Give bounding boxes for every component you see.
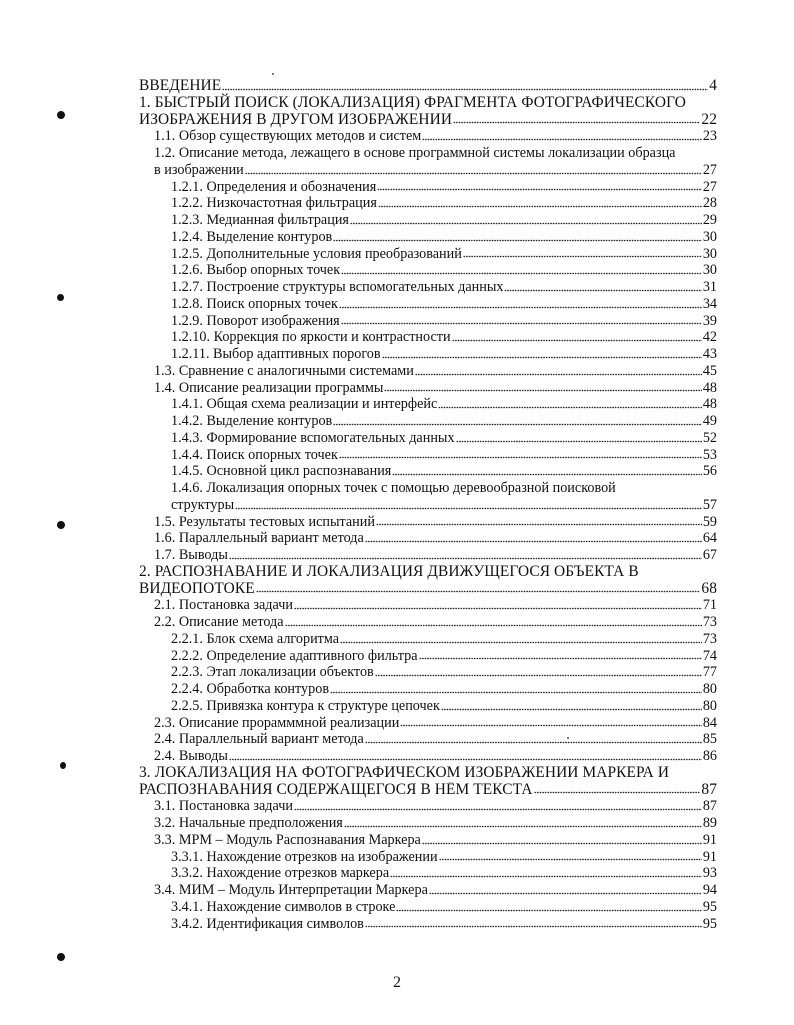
toc-entry-page: 45 [702, 362, 717, 379]
dot-leader [245, 172, 702, 175]
dot-leader [365, 925, 702, 928]
toc-entry [139, 313, 717, 330]
toc-entry-page: 73 [702, 630, 717, 647]
toc-entry-line [171, 698, 717, 715]
toc-entry-line [171, 346, 717, 363]
toc-entry-line [171, 849, 717, 866]
dot-leader [438, 406, 702, 409]
toc-entry-line [171, 631, 717, 648]
toc-entry-line [154, 597, 717, 614]
toc-entry [139, 664, 717, 681]
toc-entry-title-first-line: 1. БЫСТРЫЙ ПОИСК (ЛОКАЛИЗАЦИЯ) ФРАГМЕНТА ФОТОГРАФИЧЕСКОГО [139, 93, 686, 111]
toc-entry-page: 48 [702, 396, 717, 413]
dot-leader [396, 909, 701, 912]
toc-entry-title: 1.2.1. Определения и обозначения [171, 178, 377, 195]
toc-entry-title-first-line: 1.4.6. Локализация опорных точек с помощью деревообразной поисковой [171, 480, 616, 496]
toc-entry-line [171, 246, 717, 263]
toc-entry [139, 329, 717, 346]
toc-entry [139, 430, 717, 447]
binding-hole-mark [57, 294, 64, 301]
toc-entry-title: 2.3. Описание прорамммной реализации [154, 714, 400, 731]
dot-leader [294, 607, 702, 610]
toc-entry-line [154, 798, 717, 815]
toc-entry-line [154, 363, 717, 380]
toc-entry-line [139, 782, 717, 799]
dot-leader [456, 440, 702, 443]
toc-entry-page: 27 [702, 161, 717, 178]
toc-entry [139, 631, 717, 648]
dot-leader [439, 858, 702, 861]
dot-leader [382, 356, 702, 359]
toc-entry [139, 865, 717, 882]
toc-entry-page: 73 [702, 614, 717, 630]
dot-leader [422, 138, 702, 141]
toc-entry-title: 1.1. Обзор существующих методов и систем [154, 128, 422, 145]
toc-entry-line [154, 380, 717, 397]
dot-leader [229, 758, 702, 761]
toc-entry-title: 1.2.10. Коррекция по яркости и контрастности [171, 329, 451, 346]
dot-leader [229, 557, 702, 560]
toc-entry-page: 42 [702, 329, 717, 346]
toc-entry-page: 87 [702, 798, 717, 815]
dot-leader [285, 624, 702, 627]
toc-entry-title: 1.2.4. Выделение контуров [171, 228, 333, 245]
toc-entry-line [154, 832, 717, 849]
toc-entry-line [154, 731, 717, 748]
toc-entry-title: 1.2.5. Дополнительные условия преобразований [171, 245, 462, 262]
dot-leader [384, 389, 701, 392]
dot-leader [429, 892, 702, 895]
toc-entry-page: 80 [702, 697, 717, 714]
toc-entry-title: 1.2.9. Поворот изображения [171, 312, 340, 329]
toc-entry-line [154, 514, 717, 531]
toc-entry [139, 748, 717, 765]
toc-entry [139, 765, 717, 799]
dot-leader [256, 590, 701, 593]
dot-leader [339, 456, 702, 459]
toc-entry-line [171, 396, 717, 413]
toc-entry [139, 480, 717, 514]
toc-entry-line [171, 313, 717, 330]
toc-entry [139, 681, 717, 698]
toc-entry [139, 363, 717, 380]
toc-entry-page: 48 [702, 379, 717, 396]
toc-entry [139, 279, 717, 296]
toc-entry-title: 1.4.1. Общая схема реализации и интерфейс [171, 396, 438, 413]
toc-entry [139, 832, 717, 849]
toc-entry-line [154, 128, 717, 145]
dot-leader [419, 657, 702, 660]
dot-leader [453, 121, 700, 124]
toc-entry-page: 95 [702, 898, 717, 915]
toc-entry-line [171, 463, 717, 480]
toc-entry-page: 30 [702, 262, 717, 279]
toc-entry-title: 2.2.2. Определение адаптивного фильтра [171, 647, 418, 664]
toc-entry-page: 74 [702, 647, 717, 664]
dot-leader [376, 523, 702, 526]
toc-entry-line [171, 413, 717, 430]
toc-entry-page: 29 [702, 212, 717, 228]
toc-entry [139, 463, 717, 480]
toc-entry-title: ВИДЕОПОТОКЕ [139, 580, 255, 597]
toc-entry-page: 39 [702, 312, 717, 329]
toc-entry-line [171, 195, 717, 212]
toc-entry-page: 89 [702, 815, 717, 831]
binding-hole-mark [57, 111, 65, 119]
toc-entry [139, 849, 717, 866]
toc-entry-line [154, 715, 717, 732]
toc-entry-title: 1.2.7. Построение структуры вспомогательных данных [171, 279, 504, 295]
scan-speck [441, 524, 442, 525]
toc-entry-page: 23 [702, 128, 717, 145]
dot-leader [339, 306, 702, 309]
toc-entry-title: 2.2.4. Обработка контуров [171, 681, 330, 697]
toc-entry-title: 2.4. Параллельный вариант метода [154, 731, 364, 748]
toc-entry [139, 547, 717, 564]
toc-entry-page: 86 [702, 748, 717, 764]
toc-entry-title: 1.7. Выводы [154, 547, 228, 563]
dot-leader [422, 842, 702, 845]
toc-entry-page: 4 [709, 77, 717, 94]
toc-entry-title: 2.2.1. Блок схема алгоритма [171, 630, 340, 647]
dot-leader [235, 507, 702, 510]
toc-entry [139, 296, 717, 313]
toc-entry-title: 1.3. Сравнение с аналогичными системами [154, 362, 414, 379]
toc-entry-page: 91 [702, 848, 717, 865]
toc-entry [139, 212, 717, 229]
toc-entry-title-first-line: 1.2. Описание метода, лежащего в основе программной системы локализации образца [154, 145, 676, 161]
dot-leader [340, 641, 702, 644]
toc-entry-line [154, 748, 717, 765]
toc-entry-line [171, 664, 717, 681]
toc-entry-line [171, 916, 717, 933]
toc-entry-page: 95 [702, 915, 717, 932]
toc-entry-title: 1.2.6. Выбор опорных точек [171, 262, 341, 279]
dot-leader [400, 724, 701, 727]
toc-entry-page: 64 [702, 530, 717, 547]
toc-entry-page: 30 [702, 228, 717, 245]
dot-leader [452, 339, 702, 342]
toc-entry [139, 78, 717, 95]
binding-hole-mark [57, 953, 65, 961]
toc-entry [139, 648, 717, 665]
toc-entry [139, 597, 717, 614]
toc-entry-page: 43 [702, 346, 717, 362]
binding-hole-mark [60, 762, 66, 769]
toc-entry-title: 1.2.2. Низкочастотная фильтрация [171, 195, 377, 212]
toc-entry-line [171, 865, 717, 882]
toc-entry-title-first-line: 3. ЛОКАЛИЗАЦИЯ НА ФОТОГРАФИЧЕСКОМ ИЗОБРАЖЕНИИ МАРКЕРА И [139, 763, 670, 781]
dot-leader [441, 708, 702, 711]
toc-entry-page: 94 [702, 882, 717, 898]
toc-entry-line [171, 229, 717, 246]
toc-entry [139, 179, 717, 196]
dot-leader [377, 188, 702, 191]
dot-leader [294, 808, 702, 811]
dot-leader [341, 322, 702, 325]
toc-entry [139, 413, 717, 430]
toc-entry [139, 798, 717, 815]
toc-entry [139, 195, 717, 212]
toc-entry-title: 3.2. Начальные предположения [154, 815, 343, 831]
dot-leader [390, 875, 702, 878]
toc-entry-page: 57 [702, 496, 717, 513]
dot-leader [344, 825, 702, 828]
toc-entry [139, 396, 717, 413]
toc-entry-title: 1.2.3. Медианная фильтрация [171, 212, 349, 228]
toc-entry-title: 1.4.2. Выделение контуров [171, 413, 333, 429]
dot-leader [534, 791, 701, 794]
binding-hole-mark [57, 521, 65, 529]
dot-leader [463, 255, 702, 258]
toc-entry [139, 128, 717, 145]
table-of-contents [139, 78, 717, 932]
toc-entry-line [171, 648, 717, 665]
toc-entry-page: 68 [701, 579, 717, 597]
toc-entry-title: РАСПОЗНАВАНИЯ СОДЕРЖАЩЕГОСЯ В НЁМ ТЕКСТА [139, 781, 533, 798]
toc-entry-page: 34 [702, 295, 717, 312]
toc-entry-title: 3.4.1. Нахождение символов в строке [171, 898, 396, 915]
toc-entry-line [139, 581, 717, 598]
toc-entry-title: 2.2.5. Привязка контура к структуре цепочек [171, 697, 440, 714]
toc-entry-title: 3.4. МИМ – Модуль Интерпретации Маркера [154, 882, 428, 898]
toc-entry-title: 1.2.8. Поиск опорных точек [171, 295, 338, 312]
toc-entry [139, 229, 717, 246]
toc-entry-line [171, 279, 717, 296]
toc-entry-page: 93 [702, 865, 717, 882]
toc-entry-line [171, 430, 717, 447]
toc-entry-page: 30 [702, 245, 717, 262]
toc-entry-page: 85 [702, 731, 717, 748]
toc-entry-page: 52 [702, 429, 717, 446]
toc-entry-page: 80 [702, 681, 717, 697]
toc-entry-line [154, 815, 717, 832]
toc-entry [139, 698, 717, 715]
toc-entry [139, 346, 717, 363]
page-number: 2 [393, 974, 401, 991]
toc-entry-line [154, 530, 717, 547]
toc-entry-title: 2.2.3. Этап локализации объектов [171, 664, 374, 681]
toc-entry-page: 49 [702, 413, 717, 429]
toc-entry-page: 87 [701, 780, 717, 798]
dot-leader [375, 674, 702, 677]
dot-leader [222, 88, 708, 91]
toc-entry-title: 1.5. Результаты тестовых испытаний [154, 513, 375, 530]
dot-leader [333, 423, 702, 426]
toc-entry [139, 530, 717, 547]
toc-entry-page: 31 [702, 279, 717, 295]
toc-entry-line [139, 78, 717, 95]
toc-entry [139, 815, 717, 832]
toc-entry-page: 27 [702, 178, 717, 195]
toc-entry-title: в изображении [154, 161, 244, 178]
toc-entry-title: 1.4. Описание реализации программы [154, 379, 384, 396]
toc-entry [139, 715, 717, 732]
toc-entry-line [154, 882, 717, 899]
dot-leader [341, 272, 702, 275]
scan-speck [567, 737, 569, 739]
toc-entry-title: 1.4.5. Основной цикл распознавания [171, 463, 392, 480]
toc-entry-title: структуры [171, 496, 235, 513]
toc-entry [139, 916, 717, 933]
toc-entry-line [171, 681, 717, 698]
toc-entry [139, 447, 717, 464]
toc-entry-page: 59 [702, 513, 717, 530]
toc-entry-page: 56 [702, 463, 717, 480]
toc-entry-line [171, 329, 717, 346]
dot-leader [365, 540, 702, 543]
dot-leader [378, 205, 702, 208]
toc-entry [139, 262, 717, 279]
toc-entry-page: 84 [702, 714, 717, 731]
toc-entry-title: 1.2.11. Выбор адаптивных порогов [171, 346, 381, 362]
toc-entry-page: 91 [702, 831, 717, 848]
scan-speck [272, 73, 274, 75]
toc-entry-title: 3.3.1. Нахождение отрезков на изображении [171, 848, 438, 865]
toc-entry [139, 246, 717, 263]
toc-entry-line [154, 614, 717, 631]
dot-leader [415, 373, 702, 376]
toc-entry [139, 380, 717, 397]
toc-entry-line [139, 112, 717, 129]
toc-entry-line [171, 262, 717, 279]
dot-leader [350, 222, 702, 225]
toc-entry-page: 22 [701, 110, 717, 128]
toc-entry-line [154, 162, 717, 179]
toc-entry-title: 3.4.2. Идентификация символов [171, 915, 364, 932]
toc-entry [139, 564, 717, 598]
toc-entry-title: 1.4.4. Поиск опорных точек [171, 446, 338, 463]
dot-leader [504, 289, 701, 292]
dot-leader [333, 239, 702, 242]
toc-entry-line [171, 899, 717, 916]
toc-entry-line [154, 547, 717, 564]
toc-entry-page: 77 [702, 664, 717, 681]
toc-entry-title: ИЗОБРАЖЕНИЯ В ДРУГОМ ИЗОБРАЖЕНИИ [139, 111, 453, 128]
toc-entry [139, 882, 717, 899]
toc-entry [139, 145, 717, 179]
toc-entry-title: 2.4. Выводы [154, 748, 228, 764]
toc-entry-line [171, 497, 717, 514]
toc-entry-title: 3.3.2. Нахождение отрезков маркера [171, 865, 390, 882]
toc-entry-line [171, 212, 717, 229]
toc-entry-line [171, 296, 717, 313]
toc-entry-title: 3.1. Постановка задачи [154, 798, 293, 815]
toc-entry-title: 3.3. МРМ – Модуль Распознавания Маркера [154, 831, 421, 848]
toc-entry [139, 95, 717, 129]
toc-entry-title: 2.2. Описание метода [154, 614, 284, 630]
toc-entry-line [171, 447, 717, 464]
toc-entry [139, 514, 717, 531]
toc-entry-title: 2.1. Постановка задачи [154, 597, 293, 614]
toc-entry-page: 71 [702, 597, 717, 614]
dot-leader [365, 741, 702, 744]
toc-entry-title: 1.4.3. Формирование вспомогательных данных [171, 429, 455, 446]
toc-entry-page: 53 [702, 446, 717, 463]
toc-entry-title: ВВЕДЕНИЕ [139, 78, 222, 94]
dot-leader [392, 473, 701, 476]
toc-entry [139, 614, 717, 631]
toc-entry-title: 1.6. Параллельный вариант метода [154, 530, 364, 547]
toc-entry [139, 899, 717, 916]
toc-entry [139, 731, 717, 748]
toc-entry-line [171, 179, 717, 196]
toc-entry-title-first-line: 2. РАСПОЗНАВАНИЕ И ЛОКАЛИЗАЦИЯ ДВИЖУЩЕГОСЯ ОБЪЕКТА В [139, 562, 639, 580]
toc-entry-page: 28 [702, 195, 717, 212]
toc-entry-page: 67 [702, 547, 717, 563]
dot-leader [330, 691, 702, 694]
